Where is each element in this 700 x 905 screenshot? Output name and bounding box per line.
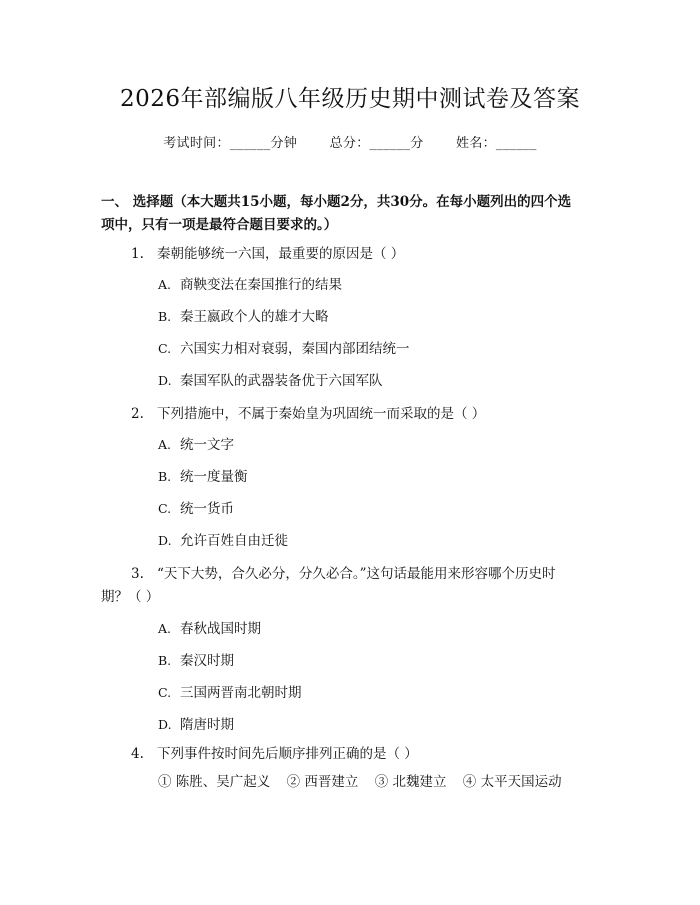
question-4 <box>131 743 418 766</box>
section-heading-line2: 项中，只有一项是最符合题目要求的。） <box>101 217 338 233</box>
question-number: 3. <box>131 566 144 582</box>
question-text: 下列事件按时间先后顺序排列正确的是（ ） <box>157 746 418 762</box>
option-1c: C. 六国实力相对衰弱，秦国内部团结统一 <box>158 341 410 357</box>
event-list <box>158 772 574 792</box>
option-1a: A. 商鞅变法在秦国推行的结果 <box>158 277 342 293</box>
question-text: 秦朝能够统一六国，最重要的原因是（ ） <box>157 246 405 262</box>
option-2c: C. 统一货币 <box>158 501 234 517</box>
exam-time-field: 考试时间：______分钟 <box>163 136 298 151</box>
question-text: 下列措施中，不属于秦始皇为巩固统一而采取的是（ ） <box>157 406 486 422</box>
section-heading <box>101 191 601 237</box>
question-3-continuation: 期？（ ） <box>101 589 160 605</box>
option-3c: C. 三国两晋南北朝时期 <box>158 685 302 701</box>
option-2d: D. 允许百姓自由迁徙 <box>158 533 288 549</box>
student-name-field: 姓名：______ <box>456 136 537 151</box>
section-heading-line1: 一、 选择题（本大题共15小题，每小题2分，共30分。在每小题列出的四个选 <box>101 194 572 210</box>
option-3b: B. 秦汉时期 <box>158 653 234 669</box>
question-number: 2. <box>131 406 144 422</box>
event-item-1: ① 陈胜、吴广起义 <box>158 774 271 790</box>
option-3d: D. 隋唐时期 <box>158 717 234 733</box>
question-1 <box>131 243 404 266</box>
option-1d: D. 秦国军队的武器装备优于六国军队 <box>158 373 383 389</box>
exam-info-line <box>0 132 700 151</box>
event-item-4: ④ 太平天国运动 <box>462 774 562 790</box>
event-item-2: ② 西晋建立 <box>286 774 359 790</box>
option-2a: A. 统一文字 <box>158 437 234 453</box>
option-3a: A. 春秋战国时期 <box>158 621 261 637</box>
question-number: 1. <box>131 246 144 262</box>
question-3 <box>131 563 591 586</box>
question-2 <box>131 403 485 426</box>
question-number: 4. <box>131 746 144 762</box>
question-text-line1: “天下大势，合久必分，分久必合。”这句话最能用来形容哪个历史时 <box>157 566 556 582</box>
event-item-3: ③ 北魏建立 <box>374 774 447 790</box>
total-score-field: 总分：______分 <box>329 136 424 151</box>
option-1b: B. 秦王嬴政个人的雄才大略 <box>158 309 329 325</box>
page-title: 2026年部编版八年级历史期中测试卷及答案 <box>119 86 581 112</box>
option-2b: B. 统一度量衡 <box>158 469 248 485</box>
